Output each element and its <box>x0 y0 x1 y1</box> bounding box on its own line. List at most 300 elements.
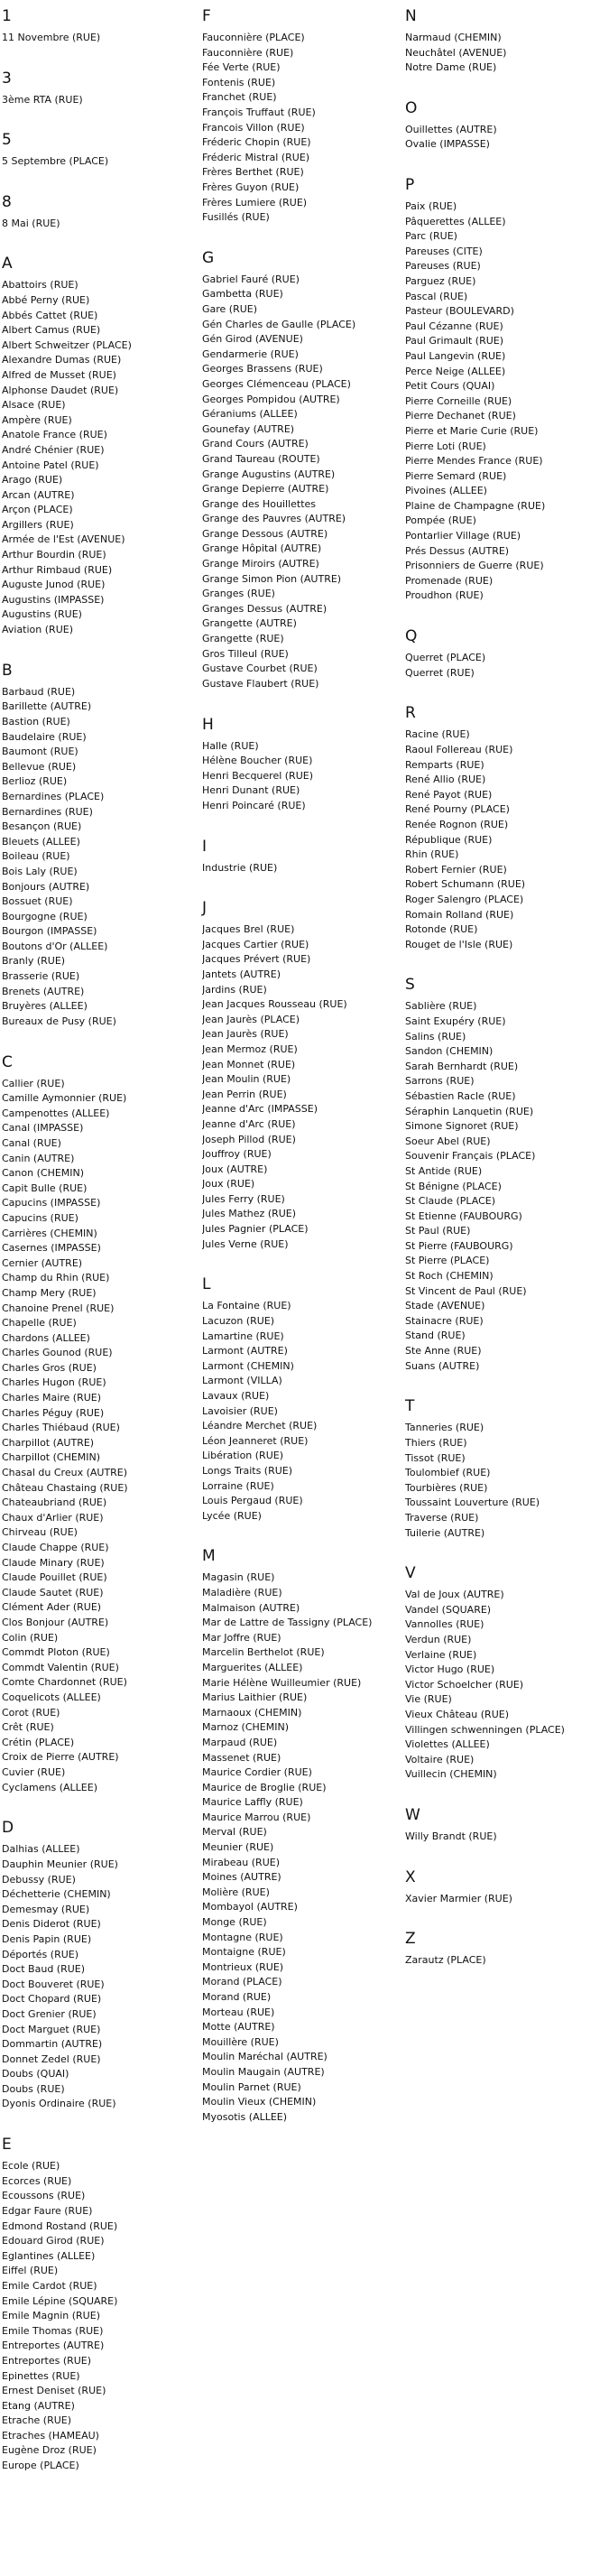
street-name[interactable]: Canal (RUE) <box>2 1136 61 1149</box>
street-name[interactable]: Jules Ferry (RUE) <box>202 1192 285 1205</box>
street-name[interactable]: Chaux d'Arlier (RUE) <box>2 1511 104 1524</box>
street-name[interactable]: Eglantines (ALLEE) <box>2 2249 96 2262</box>
street-name[interactable]: Zarautz (PLACE) <box>405 1954 486 1967</box>
street-name[interactable]: Augustins (RUE) <box>2 608 82 621</box>
street-name[interactable]: Capucins (RUE) <box>2 1211 78 1224</box>
street-name[interactable]: Séraphin Lanquetin (RUE) <box>405 1105 534 1117</box>
street-name[interactable]: Jean Jaurès (RUE) <box>202 1028 289 1041</box>
street-name[interactable]: Entreportes (RUE) <box>2 2354 92 2367</box>
street-name[interactable]: Paul Cézanne (RUE) <box>405 320 503 332</box>
street-name[interactable]: Grange des Houillettes <box>202 497 317 510</box>
street-name[interactable]: Soeur Abel (RUE) <box>405 1135 491 1147</box>
street-name[interactable]: Paul Langevin (RUE) <box>405 349 506 362</box>
street-name[interactable]: Rhin (RUE) <box>405 848 459 861</box>
street-name[interactable]: Jules Pagnier (PLACE) <box>202 1223 309 1236</box>
street-name[interactable]: Charles Gros (RUE) <box>2 1361 97 1374</box>
street-name[interactable]: Raoul Follereau (RUE) <box>405 743 513 755</box>
street-name[interactable]: Marie Hélène Wuilleumier (RUE) <box>202 1676 362 1689</box>
street-name[interactable]: Plaine de Champagne (RUE) <box>405 499 546 512</box>
street-name[interactable]: Rouget de l'Isle (RUE) <box>405 938 513 950</box>
street-name[interactable]: René Allio (RUE) <box>405 774 486 786</box>
street-name[interactable]: Willy Brandt (RUE) <box>405 1830 497 1842</box>
street-name[interactable]: Victor Hugo (RUE) <box>405 1663 495 1676</box>
street-name[interactable]: Charles Gounod (RUE) <box>2 1347 113 1359</box>
street-name[interactable]: Bureaux de Pusy (RUE) <box>2 1015 116 1027</box>
street-name[interactable]: Alfred de Musset (RUE) <box>2 368 116 381</box>
street-name[interactable]: Corot (RUE) <box>2 1706 60 1719</box>
street-name[interactable]: Charles Thiébaud (RUE) <box>2 1422 120 1434</box>
street-name[interactable]: Déchetterie (CHEMIN) <box>2 1888 111 1901</box>
street-name[interactable]: Edgar Faure (RUE) <box>2 2204 93 2217</box>
street-name[interactable]: Ouillettes (AUTRE) <box>405 123 497 135</box>
street-name[interactable]: Franchet (RUE) <box>202 91 277 104</box>
street-name[interactable]: Merval (RUE) <box>202 1826 267 1839</box>
street-name[interactable]: Mirabeau (RUE) <box>202 1856 280 1868</box>
street-name[interactable]: Jouffroy (RUE) <box>202 1148 272 1161</box>
street-name[interactable]: Bleuets (ALLEE) <box>2 835 80 848</box>
street-name[interactable]: Edouard Girod (RUE) <box>2 2235 105 2247</box>
street-name[interactable]: Montaigne (RUE) <box>202 1946 286 1959</box>
street-name[interactable]: St Etienne (FAUBOURG) <box>405 1209 522 1222</box>
street-name[interactable]: Toussaint Louverture (RUE) <box>405 1496 540 1509</box>
street-name[interactable]: Pâquerettes (ALLEE) <box>405 215 506 227</box>
street-name[interactable]: Louis Pergaud (RUE) <box>202 1495 303 1507</box>
street-name[interactable]: Chasal du Creux (AUTRE) <box>2 1467 128 1479</box>
street-name[interactable]: Pierre Corneille (RUE) <box>405 394 512 407</box>
street-name[interactable]: Pierre Dechanet (RUE) <box>405 410 516 422</box>
street-name[interactable]: Alsace (RUE) <box>2 399 66 412</box>
street-name[interactable]: Pascal (RUE) <box>405 290 468 302</box>
street-name[interactable]: Chardons (ALLEE) <box>2 1331 90 1344</box>
street-name[interactable]: Claude Minary (RUE) <box>2 1556 105 1569</box>
street-name[interactable]: Pareuses (CITE) <box>405 245 483 257</box>
street-name[interactable]: Doct Grenier (RUE) <box>2 2007 97 2020</box>
street-name[interactable]: Coquelicots (ALLEE) <box>2 1691 101 1703</box>
street-name[interactable]: Robert Schumann (RUE) <box>405 878 526 891</box>
street-name[interactable]: Maladière (RUE) <box>202 1586 282 1598</box>
street-name[interactable]: Maurice de Broglie (RUE) <box>202 1781 327 1793</box>
street-name[interactable]: Gounefay (AUTRE) <box>202 422 295 435</box>
street-name[interactable]: Querret (RUE) <box>405 666 475 679</box>
street-name[interactable]: Charpillot (AUTRE) <box>2 1436 95 1449</box>
street-name[interactable]: Violettes (ALLEE) <box>405 1738 490 1751</box>
street-name[interactable]: Tissot (RUE) <box>405 1451 466 1464</box>
street-name[interactable]: Denis Diderot (RUE) <box>2 1918 101 1931</box>
street-name[interactable]: Frères Guyon (RUE) <box>202 181 300 193</box>
street-name[interactable]: Auguste Junod (RUE) <box>2 579 106 591</box>
street-name[interactable]: Paix (RUE) <box>405 200 457 212</box>
street-name[interactable]: Gustave Flaubert (RUE) <box>202 677 319 690</box>
street-name[interactable]: Moulin Maugain (AUTRE) <box>202 2065 325 2078</box>
street-name[interactable]: Pivoines (ALLEE) <box>405 485 487 497</box>
street-name[interactable]: Arthur Rimbaud (RUE) <box>2 563 113 576</box>
street-name[interactable]: Déportés (RUE) <box>2 1948 79 1960</box>
street-name[interactable]: Saint Exupéry (RUE) <box>405 1015 506 1027</box>
street-name[interactable]: Notre Dame (RUE) <box>405 61 497 74</box>
street-name[interactable]: Ecole (RUE) <box>2 2160 60 2173</box>
street-name[interactable]: Abattoirs (RUE) <box>2 279 78 292</box>
street-name[interactable]: Georges Clémenceau (PLACE) <box>202 377 351 390</box>
street-name[interactable]: Crétin (PLACE) <box>2 1736 75 1748</box>
street-name[interactable]: Industrie (RUE) <box>202 861 278 874</box>
street-name[interactable]: Canin (AUTRE) <box>2 1152 75 1164</box>
street-name[interactable]: Doct Baud (RUE) <box>2 1963 86 1976</box>
street-name[interactable]: Europe (PLACE) <box>2 2460 79 2472</box>
street-name[interactable]: Bourgon (IMPASSE) <box>2 925 97 938</box>
street-name[interactable]: Traverse (RUE) <box>405 1511 479 1524</box>
street-name[interactable]: Jules Verne (RUE) <box>202 1237 289 1250</box>
street-name[interactable]: République (RUE) <box>405 833 493 846</box>
street-name[interactable]: Bellevue (RUE) <box>2 760 77 773</box>
street-name[interactable]: Emile Cardot (RUE) <box>2 2279 97 2292</box>
street-name[interactable]: Lycée (RUE) <box>202 1509 262 1522</box>
street-name[interactable]: Moulin Parnet (RUE) <box>202 2080 301 2093</box>
street-name[interactable]: Sarah Bernhardt (RUE) <box>405 1060 519 1072</box>
street-name[interactable]: Bois Laly (RUE) <box>2 865 78 877</box>
street-name[interactable]: Lavoisier (RUE) <box>202 1404 278 1417</box>
street-name[interactable]: Fréderic Chopin (RUE) <box>202 136 311 149</box>
street-name[interactable]: Marpaud (RUE) <box>202 1736 278 1748</box>
street-name[interactable]: Argillers (RUE) <box>2 518 74 531</box>
street-name[interactable]: Camille Aymonnier (RUE) <box>2 1092 127 1105</box>
street-name[interactable]: Bernardines (PLACE) <box>2 790 105 802</box>
street-name[interactable]: Myosotis (ALLEE) <box>202 2110 288 2123</box>
street-name[interactable]: Baumont (RUE) <box>2 746 78 758</box>
street-name[interactable]: Colin (RUE) <box>2 1631 59 1644</box>
street-name[interactable]: Ovalie (IMPASSE) <box>405 138 490 151</box>
street-name[interactable]: Motte (AUTRE) <box>202 2021 275 2034</box>
street-name[interactable]: Grand Taureau (ROUTE) <box>202 452 320 465</box>
street-name[interactable]: Larmont (VILLA) <box>202 1375 282 1387</box>
street-name[interactable]: Grangette (RUE) <box>202 633 284 645</box>
street-name[interactable]: Moulin Maréchal (AUTRE) <box>202 2051 328 2063</box>
street-name[interactable]: Champ du Rhin (RUE) <box>2 1272 110 1284</box>
street-name[interactable]: Arçon (PLACE) <box>2 504 73 516</box>
street-name[interactable]: Emile Thomas (RUE) <box>2 2324 104 2337</box>
street-name[interactable]: Fusillés (RUE) <box>202 211 270 224</box>
street-name[interactable]: Entreportes (AUTRE) <box>2 2340 105 2352</box>
street-name[interactable]: Montagne (RUE) <box>202 1931 283 1943</box>
street-name[interactable]: Joux (RUE) <box>202 1178 255 1191</box>
street-name[interactable]: St Paul (RUE) <box>405 1225 471 1237</box>
street-name[interactable]: Georges Brassens (RUE) <box>202 363 323 375</box>
street-name[interactable]: Alexandre Dumas (RUE) <box>2 354 122 366</box>
street-name[interactable]: Claude Pouillet (RUE) <box>2 1571 107 1584</box>
street-name[interactable]: Chanoine Prenel (RUE) <box>2 1302 115 1314</box>
street-name[interactable]: Jean Moulin (RUE) <box>202 1073 291 1086</box>
street-name[interactable]: Sarrons (RUE) <box>405 1075 475 1088</box>
street-name[interactable]: Marius Laithier (RUE) <box>202 1691 308 1704</box>
street-name[interactable]: Comte Chardonnet (RUE) <box>2 1676 127 1689</box>
street-name[interactable]: St Vincent de Paul (RUE) <box>405 1284 527 1297</box>
street-name[interactable]: Morand (PLACE) <box>202 1976 282 1988</box>
street-name[interactable]: Gabriel Fauré (RUE) <box>202 273 300 285</box>
street-name[interactable]: Jean Jacques Rousseau (RUE) <box>202 998 347 1011</box>
street-name[interactable]: Doubs (QUAI) <box>2 2068 69 2080</box>
street-name[interactable]: Magasin (RUE) <box>202 1571 275 1584</box>
street-name[interactable]: Bruyères (ALLEE) <box>2 1000 88 1013</box>
street-name[interactable]: Larmont (AUTRE) <box>202 1345 288 1357</box>
street-name[interactable]: La Fontaine (RUE) <box>202 1300 291 1312</box>
street-name[interactable]: Bastion (RUE) <box>2 715 70 727</box>
street-name[interactable]: Tuilerie (AUTRE) <box>405 1526 485 1539</box>
street-name[interactable]: Brenets (AUTRE) <box>2 985 85 997</box>
street-name[interactable]: Gén Girod (AVENUE) <box>202 333 303 346</box>
street-name[interactable]: Querret (PLACE) <box>405 652 486 664</box>
street-name[interactable]: Bourgogne (RUE) <box>2 910 88 922</box>
street-name[interactable]: Robert Fernier (RUE) <box>405 863 507 876</box>
street-name[interactable]: Lavaux (RUE) <box>202 1389 270 1402</box>
street-name[interactable]: Val de Joux (AUTRE) <box>405 1589 504 1601</box>
street-name[interactable]: Gare (RUE) <box>202 302 258 315</box>
street-name[interactable]: Thiers (RUE) <box>405 1436 467 1449</box>
street-name[interactable]: Pierre Mendes France (RUE) <box>405 455 543 468</box>
street-name[interactable]: Morand (RUE) <box>202 1991 272 2004</box>
street-name[interactable]: Ampère (RUE) <box>2 413 72 426</box>
street-name[interactable]: Jantets (AUTRE) <box>202 968 281 980</box>
street-name[interactable]: Racine (RUE) <box>405 728 470 741</box>
street-name[interactable]: Jean Jaurès (PLACE) <box>202 1013 300 1025</box>
street-name[interactable]: Stainacre (RUE) <box>405 1314 484 1327</box>
street-name[interactable]: Grangette (AUTRE) <box>202 617 297 630</box>
street-name[interactable]: St Pierre (FAUBOURG) <box>405 1239 513 1252</box>
street-name[interactable]: Jacques Brel (RUE) <box>202 923 295 936</box>
street-name[interactable]: Grange Hôpital (AUTRE) <box>202 542 322 555</box>
street-name[interactable]: Chirveau (RUE) <box>2 1526 78 1539</box>
street-name[interactable]: Cuvier (RUE) <box>2 1765 66 1778</box>
street-name[interactable]: Lamartine (RUE) <box>202 1330 284 1342</box>
street-name[interactable]: Jardins (RUE) <box>202 983 267 996</box>
street-name[interactable]: Charpillot (CHEMIN) <box>2 1451 101 1464</box>
street-name[interactable]: Pontarlier Village (RUE) <box>405 530 521 542</box>
street-name[interactable]: Cyclamens (ALLEE) <box>2 1781 97 1793</box>
street-name[interactable]: Roger Salengro (PLACE) <box>405 893 524 905</box>
street-name[interactable]: Grange Dessous (AUTRE) <box>202 527 328 540</box>
street-name[interactable]: Fauconnière (RUE) <box>202 46 294 59</box>
street-name[interactable]: Charles Hugon (RUE) <box>2 1376 106 1389</box>
street-name[interactable]: Henri Becquerel (RUE) <box>202 769 313 782</box>
street-name[interactable]: Arago (RUE) <box>2 474 63 486</box>
street-name[interactable]: Epinettes (RUE) <box>2 2369 80 2382</box>
street-name[interactable]: Voltaire (RUE) <box>405 1753 475 1765</box>
street-name[interactable]: Parguez (RUE) <box>405 274 476 287</box>
street-name[interactable]: Edmond Rostand (RUE) <box>2 2219 118 2232</box>
street-name[interactable]: Dauphin Meunier (RUE) <box>2 1858 118 1870</box>
street-name[interactable]: Emile Magnin (RUE) <box>2 2310 100 2322</box>
street-name[interactable]: Baudelaire (RUE) <box>2 730 87 743</box>
street-name[interactable]: Mar de Lattre de Tassigny (PLACE) <box>202 1617 373 1629</box>
street-name[interactable]: 5 Septembre (PLACE) <box>2 155 109 168</box>
street-name[interactable]: Branly (RUE) <box>2 955 66 968</box>
street-name[interactable]: Commdt Valentin (RUE) <box>2 1661 119 1673</box>
street-name[interactable]: Grange Simon Pion (AUTRE) <box>202 572 342 585</box>
street-name[interactable]: Doct Marguet (RUE) <box>2 2023 101 2035</box>
street-name[interactable]: Villingen schwenningen (PLACE) <box>405 1723 565 1736</box>
street-name[interactable]: Antoine Patel (RUE) <box>2 459 99 471</box>
street-name[interactable]: Champ Mery (RUE) <box>2 1286 97 1299</box>
street-name[interactable]: Jeanne d'Arc (RUE) <box>202 1117 296 1130</box>
street-name[interactable]: Commdt Ploton (RUE) <box>2 1646 110 1659</box>
street-name[interactable]: Francois Villon (RUE) <box>202 121 305 134</box>
street-name[interactable]: Claude Chappe (RUE) <box>2 1542 109 1553</box>
street-name[interactable]: René Payot (RUE) <box>405 788 493 801</box>
street-name[interactable]: Gambetta (RUE) <box>202 288 283 301</box>
street-name[interactable]: Grange des Pauvres (AUTRE) <box>202 513 346 525</box>
street-name[interactable]: Campenottes (ALLEE) <box>2 1107 110 1119</box>
street-name[interactable]: Gros Tilleul (RUE) <box>202 647 289 660</box>
street-name[interactable]: Tourbières (RUE) <box>405 1481 488 1494</box>
street-name[interactable]: Vie (RUE) <box>405 1693 452 1706</box>
street-name[interactable]: Libération (RUE) <box>202 1450 283 1462</box>
street-name[interactable]: Henri Dunant (RUE) <box>202 784 300 797</box>
street-name[interactable]: Suans (AUTRE) <box>405 1359 480 1372</box>
street-name[interactable]: Vuillecin (CHEMIN) <box>405 1768 497 1781</box>
street-name[interactable]: Capucins (IMPASSE) <box>2 1197 101 1209</box>
street-name[interactable]: Jeanne d'Arc (IMPASSE) <box>202 1103 318 1116</box>
street-name[interactable]: Moulin Vieux (CHEMIN) <box>202 2096 317 2108</box>
street-name[interactable]: Xavier Marmier (RUE) <box>405 1892 512 1904</box>
street-name[interactable]: Ecorces (RUE) <box>2 2174 72 2187</box>
street-name[interactable]: Boileau (RUE) <box>2 850 70 863</box>
street-name[interactable]: Eiffel (RUE) <box>2 2265 59 2277</box>
street-name[interactable]: Emile Lépine (SQUARE) <box>2 2294 118 2307</box>
street-name[interactable]: St Bénigne (PLACE) <box>405 1180 502 1192</box>
street-name[interactable]: Georges Pompidou (AUTRE) <box>202 393 340 405</box>
street-name[interactable]: Jean Monnet (RUE) <box>202 1058 296 1070</box>
street-name[interactable]: 3ème RTA (RUE) <box>2 93 83 106</box>
street-name[interactable]: Maurice Marrou (RUE) <box>202 1811 311 1823</box>
street-name[interactable]: St Roch (CHEMIN) <box>405 1270 494 1283</box>
street-name[interactable]: Longs Traits (RUE) <box>202 1464 293 1477</box>
street-name[interactable]: Dalhias (ALLEE) <box>2 1843 80 1856</box>
street-name[interactable]: Tanneries (RUE) <box>405 1422 484 1434</box>
street-name[interactable]: 8 Mai (RUE) <box>2 217 60 229</box>
street-name[interactable]: Debussy (RUE) <box>2 1873 76 1886</box>
street-name[interactable]: Charles Maire (RUE) <box>2 1392 102 1404</box>
street-name[interactable]: Sablière (RUE) <box>405 1000 477 1013</box>
street-name[interactable]: Vandel (SQUARE) <box>405 1603 492 1616</box>
street-name[interactable]: Marnoz (CHEMIN) <box>202 1721 289 1734</box>
street-name[interactable]: Jean Perrin (RUE) <box>202 1088 287 1100</box>
street-name[interactable]: Neuchâtel (AVENUE) <box>405 46 507 59</box>
street-name[interactable]: Jules Mathez (RUE) <box>202 1208 297 1220</box>
street-name[interactable]: Callier (RUE) <box>2 1077 65 1089</box>
street-name[interactable]: Molière (RUE) <box>202 1886 270 1898</box>
street-name[interactable]: Granges Dessus (AUTRE) <box>202 602 328 615</box>
street-name[interactable]: Aviation (RUE) <box>2 624 73 636</box>
street-name[interactable]: Prisonniers de Guerre (RUE) <box>405 560 544 572</box>
street-name[interactable]: Jacques Cartier (RUE) <box>202 938 309 950</box>
street-name[interactable]: St Claude (PLACE) <box>405 1195 496 1208</box>
street-name[interactable]: Grange Depierre (AUTRE) <box>202 483 329 496</box>
street-name[interactable]: Ste Anne (RUE) <box>405 1345 482 1357</box>
street-name[interactable]: Maurice Cordier (RUE) <box>202 1766 312 1779</box>
street-name[interactable]: Berlioz (RUE) <box>2 775 68 788</box>
street-name[interactable]: Fréderic Mistral (RUE) <box>202 151 310 163</box>
street-name[interactable]: Gustave Courbet (RUE) <box>202 663 318 675</box>
street-name[interactable]: Promenade (RUE) <box>405 574 494 587</box>
street-name[interactable]: Joseph Pillod (RUE) <box>202 1133 296 1145</box>
street-name[interactable]: Montrieux (RUE) <box>202 1960 284 1973</box>
street-name[interactable]: Gendarmerie (RUE) <box>202 347 299 360</box>
street-name[interactable]: Casernes (IMPASSE) <box>2 1242 101 1255</box>
street-name[interactable]: Chapelle (RUE) <box>2 1317 77 1330</box>
street-name[interactable]: Augustins (IMPASSE) <box>2 593 105 606</box>
street-name[interactable]: Donnet Zedel (RUE) <box>2 2052 101 2065</box>
street-name[interactable]: Hélène Boucher (RUE) <box>202 755 313 767</box>
street-name[interactable]: Massenet (RUE) <box>202 1751 281 1764</box>
street-name[interactable]: Mouillère (RUE) <box>202 2035 279 2048</box>
street-name[interactable]: Anatole France (RUE) <box>2 429 107 441</box>
street-name[interactable]: Léon Jeanneret (RUE) <box>202 1434 309 1447</box>
street-name[interactable]: Frères Lumiere (RUE) <box>202 196 308 208</box>
street-name[interactable]: Granges (RUE) <box>202 588 275 600</box>
street-name[interactable]: Mombayol (AUTRE) <box>202 1901 298 1913</box>
street-name[interactable]: Pareuses (RUE) <box>405 260 481 273</box>
street-name[interactable]: Arthur Bourdin (RUE) <box>2 549 106 561</box>
street-name[interactable]: Pompée (RUE) <box>405 514 476 527</box>
street-name[interactable]: Henri Poincaré (RUE) <box>202 799 306 811</box>
street-name[interactable]: Rotonde (RUE) <box>405 923 478 936</box>
street-name[interactable]: Fée Verte (RUE) <box>202 61 281 74</box>
street-name[interactable]: Ecoussons (RUE) <box>2 2190 86 2202</box>
street-name[interactable]: Malmaison (AUTRE) <box>202 1601 300 1614</box>
street-name[interactable]: Clément Ader (RUE) <box>2 1601 102 1614</box>
street-name[interactable]: Remparts (RUE) <box>405 758 484 771</box>
street-name[interactable]: Etrache (RUE) <box>2 2414 72 2427</box>
street-name[interactable]: Grand Cours (AUTRE) <box>202 438 309 450</box>
street-name[interactable]: Château Chastaing (RUE) <box>2 1481 128 1494</box>
street-name[interactable]: Canon (CHEMIN) <box>2 1167 85 1180</box>
street-name[interactable]: Dyonis Ordinaire (RUE) <box>2 2098 116 2110</box>
street-name[interactable]: Monge (RUE) <box>202 1916 267 1929</box>
street-name[interactable]: Croix de Pierre (AUTRE) <box>2 1751 119 1764</box>
street-name[interactable]: Barillette (AUTRE) <box>2 700 92 713</box>
street-name[interactable]: Toulombief (RUE) <box>405 1467 491 1479</box>
street-name[interactable]: Carrières (CHEMIN) <box>2 1227 97 1239</box>
street-name[interactable]: Denis Papin (RUE) <box>2 1932 92 1945</box>
street-name[interactable]: Sébastien Racle (RUE) <box>405 1089 516 1102</box>
street-name[interactable]: Grange Miroirs (AUTRE) <box>202 558 319 570</box>
street-name[interactable]: Morteau (RUE) <box>202 2006 275 2018</box>
street-name[interactable]: Salins (RUE) <box>405 1030 466 1042</box>
street-name[interactable]: St Pierre (PLACE) <box>405 1255 490 1267</box>
street-name[interactable]: Perce Neige (ALLEE) <box>405 365 506 377</box>
street-name[interactable]: Vannolles (RUE) <box>405 1618 484 1631</box>
street-name[interactable]: Frères Berthet (RUE) <box>202 166 304 179</box>
street-name[interactable]: Chateaubriand (RUE) <box>2 1496 107 1509</box>
street-name[interactable]: Eugène Droz (RUE) <box>2 2444 97 2457</box>
street-name[interactable]: St Antide (RUE) <box>405 1164 483 1177</box>
street-name[interactable]: Souvenir Français (PLACE) <box>405 1150 536 1163</box>
street-name[interactable]: Jean Mermoz (RUE) <box>202 1042 298 1055</box>
street-name[interactable]: Stand (RUE) <box>405 1330 466 1342</box>
street-name[interactable]: Géraniums (ALLEE) <box>202 408 298 421</box>
street-name[interactable]: Fauconnière (PLACE) <box>202 32 305 43</box>
street-name[interactable]: Jacques Prévert (RUE) <box>202 953 311 966</box>
street-name[interactable]: Joux (AUTRE) <box>202 1163 268 1175</box>
street-name[interactable]: Cernier (AUTRE) <box>2 1256 83 1269</box>
street-name[interactable]: Pierre Loti (RUE) <box>405 440 486 452</box>
street-name[interactable]: Doubs (RUE) <box>2 2082 65 2095</box>
street-name[interactable]: Vieux Château (RUE) <box>405 1708 509 1720</box>
street-name[interactable]: Marcelin Berthelot (RUE) <box>202 1646 325 1659</box>
street-name[interactable]: Moines (AUTRE) <box>202 1871 281 1884</box>
street-name[interactable]: Bernardines (RUE) <box>2 805 93 818</box>
street-name[interactable]: Mar Joffre (RUE) <box>202 1631 281 1644</box>
street-name[interactable]: Pierre Semard (RUE) <box>405 469 507 482</box>
street-name[interactable]: Prés Dessus (AUTRE) <box>405 544 510 557</box>
